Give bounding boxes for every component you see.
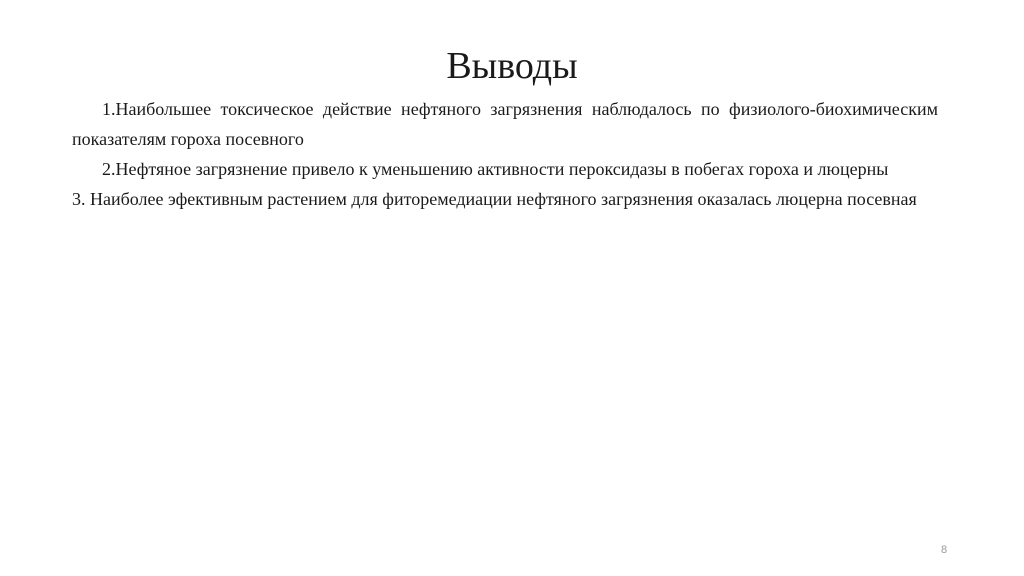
conclusion-item-1: 1.Наибольшее токсическое действие нефтяного загрязнения наблюдалось по физиолого-биохимическим показателям гороха посевного [72,99,938,149]
conclusion-item-3: 3. Наиболее эфективным растением для фиторемедиации нефтяного загрязнения оказалась люцерна посевная [72,189,917,209]
slide-body [72,94,938,214]
conclusion-item-2: 2.Нефтяное загрязнение привело к уменьшению активности пероксидазы в побегах гороха и люцерны [102,159,889,179]
slide-title: Выводы [446,45,578,88]
page-number: 8 [940,544,948,556]
